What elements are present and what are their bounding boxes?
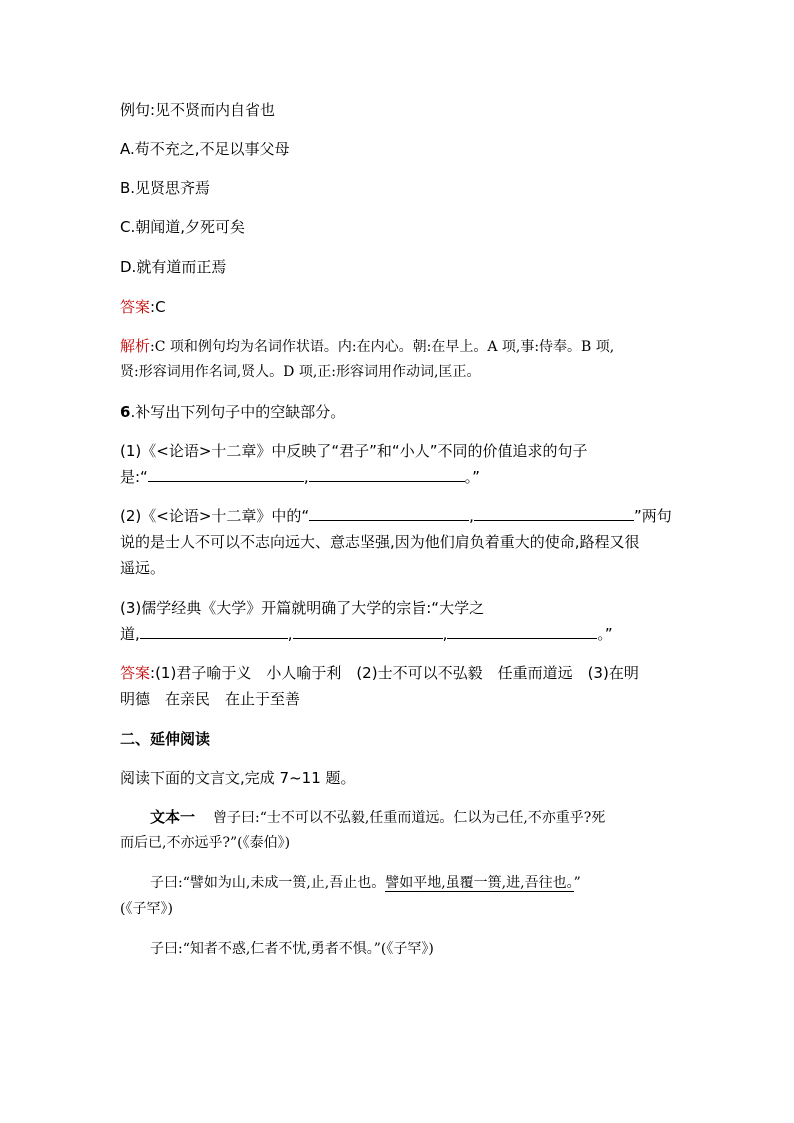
section-title: 二、延伸阅读 <box>120 730 211 748</box>
q6-item3-line1: (3)儒学经典《大学》开篇就明确了大学的宗旨:“大学之 <box>120 599 485 617</box>
answer-text: :(1)君子喻于义 小人喻于利 (2)士不可以不弘毅 任重而道远 (3)在明 <box>150 664 639 682</box>
quote2-source: (《子罕》) <box>120 901 173 917</box>
quote2-underlined: 譬如平地,虽覆一篑,进,吾往也。 <box>385 875 574 891</box>
end-quote: 。” <box>464 468 480 486</box>
option-c: C.朝闻道,夕死可矣 <box>120 218 246 236</box>
fill-blank-1[interactable] <box>148 467 304 482</box>
fill-blank-6[interactable] <box>293 624 443 639</box>
comma: , <box>469 507 474 525</box>
quote2-post: ” <box>573 875 581 891</box>
text1-line2: 而后已,不亦远乎?”(《泰伯》) <box>120 835 291 851</box>
answer-label: 答案 <box>120 298 151 316</box>
fill-blank-7[interactable] <box>447 624 597 639</box>
quote3: 子曰:“知者不惑,仁者不忧,勇者不惧。”(《子罕》) <box>150 941 434 957</box>
comma: , <box>303 468 309 486</box>
fill-blank-2[interactable] <box>309 467 465 482</box>
end-quote: 。” <box>597 625 613 643</box>
item3-prefix: 道, <box>120 625 140 643</box>
comma: , <box>287 625 293 643</box>
q5-analysis-line1 <box>120 336 614 357</box>
comma: , <box>442 625 448 643</box>
q6-item2-line3: 遥远。 <box>120 559 166 577</box>
q5-analysis-line2: 贤:形容词用作名词,贤人。D 项,正:形容词用作动词,匡正。 <box>120 364 481 380</box>
q5-answer <box>120 297 166 317</box>
q6-item2-line2: 说的是士人不可以不志向远大、意志坚强,因为他们肩负着重大的使命,路程又很 <box>120 533 640 551</box>
item2-suffix: ”两句 <box>633 507 672 525</box>
q6-answer-line2: 明德 在亲民 在止于至善 <box>120 690 301 708</box>
answer-value: :C <box>150 298 166 316</box>
quote2-line1 <box>150 873 581 893</box>
example-sentence: 例句:见不贤而内自省也 <box>120 101 276 119</box>
answer-label: 答案 <box>120 664 151 682</box>
question-stem: .补写出下列句子中的空缺部分。 <box>130 403 346 421</box>
option-b: B.见贤思齐焉 <box>120 179 211 197</box>
q6-item1-line2 <box>120 467 480 487</box>
q6-item3-line2 <box>120 624 613 644</box>
option-d: D.就有道而正焉 <box>120 258 227 276</box>
fill-blank-4[interactable] <box>474 506 634 521</box>
fill-blank-5[interactable] <box>140 624 288 639</box>
reading-instruction: 阅读下面的文言文,完成 7~11 题。 <box>120 769 356 787</box>
question-number: 6 <box>120 403 131 421</box>
q6-item2-line1 <box>120 506 672 526</box>
analysis-label: 解析 <box>120 337 151 355</box>
q6-item1-line1: (1)《<论语>十二章》中反映了“君子”和“小人”不同的价值追求的句子 <box>120 442 588 460</box>
text1-body: 曾子曰:“士不可以不弘毅,任重而道远。仁以为己任,不亦重乎?死 <box>213 810 606 826</box>
item1-prefix: 是:“ <box>120 468 148 486</box>
text1-label: 文本一 <box>150 808 196 826</box>
option-a: A.苟不充之,不足以事父母 <box>120 140 290 158</box>
analysis-text: :C 项和例句均为名词作状语。内:在内心。朝:在早上。A 项,事:侍奉。B 项, <box>150 339 615 355</box>
q6-answer-line1 <box>120 663 639 683</box>
q6-stem <box>120 402 345 422</box>
fill-blank-3[interactable] <box>309 506 469 521</box>
quote2-pre: 子曰:“譬如为山,未成一篑,止,吾止也。 <box>150 875 386 891</box>
text1-line1 <box>150 807 605 828</box>
item2-prefix: (2)《<论语>十二章》中的“ <box>120 507 310 525</box>
